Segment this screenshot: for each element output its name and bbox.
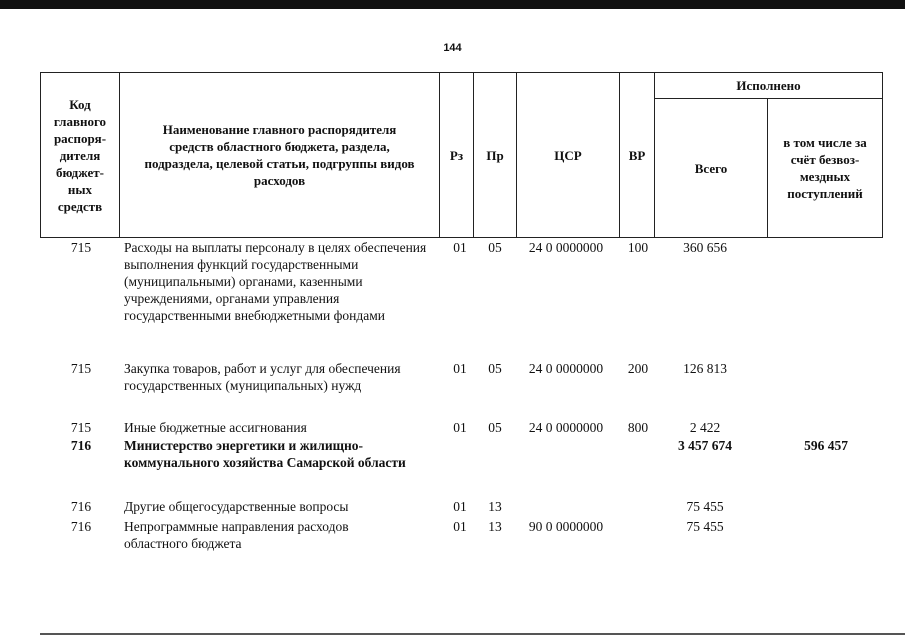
table-row-csr: 24 0 0000000 bbox=[528, 420, 604, 435]
header-name bbox=[119, 72, 440, 238]
header-total-text: Всего bbox=[694, 160, 728, 176]
header-incl bbox=[767, 98, 883, 238]
bottom-border bbox=[40, 633, 905, 635]
table-row-rz: 01 bbox=[453, 499, 467, 514]
table-row-vr: 100 bbox=[627, 240, 649, 255]
table-row-incl: 596 457 bbox=[804, 438, 848, 453]
table-row-code: 716 bbox=[70, 438, 92, 453]
table-row-code: 715 bbox=[70, 240, 92, 255]
table-row-vr: 200 bbox=[627, 361, 649, 376]
header-pr-text: Пр bbox=[486, 147, 504, 163]
header-vr-text: ВР bbox=[628, 147, 646, 163]
table-row-code: 716 bbox=[70, 499, 92, 514]
table-row-name: Иные бюджетные ассигнования bbox=[124, 420, 307, 435]
table-row-name: Закупка товаров, работ и услуг для обеспечения государственных (муниципальных) нужд bbox=[124, 361, 401, 393]
table-row-csr: 90 0 0000000 bbox=[528, 519, 604, 534]
table-row-pr: 13 bbox=[488, 499, 502, 514]
table-row-name: Непрограммные направления расходов областного бюджета bbox=[124, 519, 349, 551]
table-row-rz: 01 bbox=[453, 420, 467, 435]
header-executed-text: Исполнено bbox=[736, 78, 801, 93]
top-border bbox=[0, 0, 905, 9]
header-rz-text: Рз bbox=[449, 147, 464, 163]
header-code-text: Код главного распоря-дителя бюджет-ных средств bbox=[53, 96, 107, 214]
table-row-total: 75 455 bbox=[686, 499, 724, 514]
table-row-total: 3 457 674 bbox=[678, 438, 732, 453]
table-row-rz: 01 bbox=[453, 361, 467, 376]
table-row-code: 715 bbox=[70, 361, 92, 376]
header-csr-text: ЦСР bbox=[554, 147, 582, 163]
table-row-pr: 05 bbox=[488, 240, 502, 255]
table-row-name: Расходы на выплаты персоналу в целях обеспечения выполнения функций государственными (муниципальными) органами, казенными учреждениями, органами управления государственными внебюджетными фондами bbox=[124, 240, 427, 323]
header-vr bbox=[619, 72, 655, 238]
table-row-rz: 01 bbox=[453, 519, 467, 534]
page-number: 144 bbox=[443, 42, 462, 54]
header-incl-text: в том числе за счёт безвоз-мездных поступлений bbox=[783, 135, 867, 201]
header-rz bbox=[439, 72, 474, 238]
header-name-text: Наименование главного распорядителя средств областного бюджета, раздела, подраздела, целевой статьи, подгруппы видов расходов bbox=[144, 122, 415, 188]
table-row-total: 360 656 bbox=[683, 240, 727, 255]
table-row-csr: 24 0 0000000 bbox=[528, 240, 604, 255]
table-row-name: Другие общегосударственные вопросы bbox=[124, 499, 349, 514]
table-row-total: 126 813 bbox=[683, 361, 727, 376]
table-row-code: 716 bbox=[70, 519, 92, 534]
table-row-pr: 05 bbox=[488, 361, 502, 376]
header-csr bbox=[516, 72, 620, 238]
table-row-pr: 05 bbox=[488, 420, 502, 435]
table-row-csr: 24 0 0000000 bbox=[528, 361, 604, 376]
table-row-total: 2 422 bbox=[689, 420, 721, 435]
header-total bbox=[654, 98, 768, 238]
table-row-code: 715 bbox=[70, 420, 92, 435]
table-row-vr: 800 bbox=[627, 420, 649, 435]
header-executed bbox=[654, 72, 883, 99]
table-row-pr: 13 bbox=[488, 519, 502, 534]
table-row-rz: 01 bbox=[453, 240, 467, 255]
table-row-name: Министерство энергетики и жилищно-коммунального хозяйства Самарской области bbox=[124, 438, 406, 470]
header-code bbox=[40, 72, 120, 238]
table-row-total: 75 455 bbox=[686, 519, 724, 534]
header-pr bbox=[473, 72, 517, 238]
